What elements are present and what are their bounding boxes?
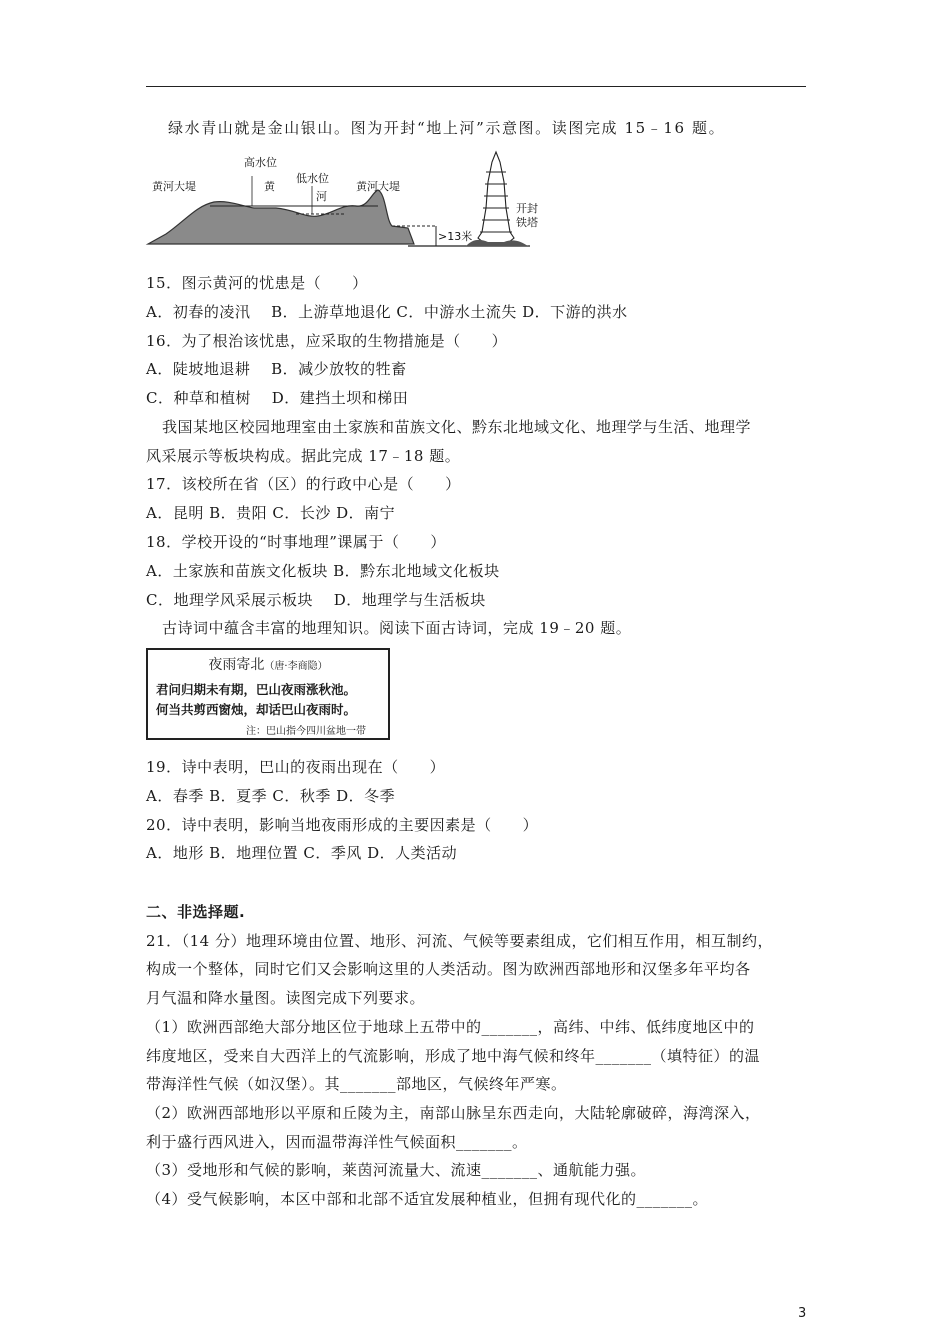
poem-line-1: 君问归期未有期，巴山夜雨涨秋池。 (156, 682, 357, 697)
label-left-levee: 黄河大堤 (152, 180, 196, 193)
label-high-water: 高水位 (244, 156, 277, 169)
question-15: 15．图示黄河的忧患是（ ） (146, 274, 368, 292)
question-17-options: A．昆明 B．贵阳 C．长沙 D．南宁 (146, 504, 396, 522)
poem-title: 夜雨寄北 (208, 657, 265, 673)
section-2-title: 二、非选择题. (146, 903, 246, 921)
riverbed-profile (148, 190, 414, 244)
poem-title-row (148, 654, 388, 674)
question-19: 19．诗中表明，巴山的夜雨出现在（ ） (146, 758, 446, 776)
question-21-line-3: 月气温和降水量图。读图完成下列要求。 (146, 989, 426, 1007)
label-tower-2: 铁塔 (516, 216, 538, 229)
intro-17-18-line-1: 我国某地区校园地理室由土家族和苗族文化、黔东北地域文化、地理学与生活、地理学 (162, 418, 752, 436)
label-height: >13米 (438, 230, 473, 243)
page-number: 3 (798, 1306, 807, 1321)
question-16: 16．为了根治该忧患，应采取的生物措施是（ ） (146, 332, 508, 350)
intro-19-20: 古诗词中蕴含丰富的地理知识。阅读下面古诗词，完成 19﹣20 题。 (162, 619, 632, 637)
poem-note: 注：巴山指今四川盆地一带 (246, 726, 366, 737)
question-21-1-line-2: 纬度地区，受来自大西洋上的气流影响，形成了地中海气候和终年_______（填特征）的温 (146, 1047, 761, 1065)
question-16-options-1: A．陡坡地退耕 B．减少放牧的牲畜 (146, 360, 407, 378)
label-low-water: 低水位 (296, 172, 329, 185)
question-18: 18．学校开设的“时事地理”课属于（ ） (146, 533, 446, 551)
iron-tower-icon (466, 152, 528, 246)
poem-author: （唐·李商隐） (264, 661, 328, 672)
question-18-options-1: A．土家族和苗族文化板块 B．黔东北地域文化板块 (146, 562, 500, 580)
question-16-options-2: C．种草和植树 D．建挡土坝和梯田 (146, 389, 409, 407)
kaifeng-above-ground-river-diagram (146, 148, 538, 254)
question-21-line-1: 21．（14 分）地理环境由位置、地形、河流、气候等要素组成，它们相互作用，相互制约， (146, 932, 773, 950)
intro-17-18-line-2: 风采展示等板块构成。据此完成 17﹣18 题。 (146, 447, 461, 465)
question-21-4: （4）受气候影响，本区中部和北部不适宜发展种植业，但拥有现代化的_______。 (146, 1190, 709, 1208)
label-tower-1: 开封 (516, 202, 538, 215)
question-15-options: A．初春的凌汛 B．上游草地退化 C．中游水土流失 D．下游的洪水 (146, 303, 628, 321)
question-20: 20．诗中表明，影响当地夜雨形成的主要因素是（ ） (146, 816, 539, 834)
question-20-options: A．地形 B．地理位置 C．季风 D．人类活动 (146, 844, 458, 862)
question-19-options: A．春季 B．夏季 C．秋季 D．冬季 (146, 787, 396, 805)
poem-box (146, 648, 390, 740)
question-21-2-line-2: 利于盛行西风进入，因而温带海洋性气候面积_______。 (146, 1133, 528, 1151)
question-21-1-line-3: 带海洋性气候（如汉堡）。其_______部地区，气候终年严寒。 (146, 1075, 567, 1093)
question-21-3: （3）受地形和气候的影响，莱茵河流量大、流速_______、通航能力强。 (146, 1161, 647, 1179)
header-rule (146, 86, 806, 87)
poem-line-2: 何当共剪西窗烛，却话巴山夜雨时。 (156, 702, 357, 717)
label-he: 河 (316, 190, 327, 203)
question-18-options-2: C．地理学风采展示板块 D．地理学与生活板块 (146, 591, 486, 609)
intro-15-16: 绿水青山就是金山银山。图为开封“地上河”示意图。读图完成 15﹣16 题。 (168, 119, 726, 137)
question-21-1-line-1: （1）欧洲西部绝大部分地区位于地球上五带中的_______，高纬、中纬、低纬度地区中的 (146, 1018, 755, 1036)
question-17: 17．该校所在省（区）的行政中心是（ ） (146, 475, 461, 493)
label-right-levee: 黄河大堤 (356, 180, 400, 193)
label-huang: 黄 (264, 180, 275, 193)
question-21-2-line-1: （2）欧洲西部地形以平原和丘陵为主，南部山脉呈东西走向，大陆轮廓破碎，海湾深入， (146, 1104, 761, 1122)
question-21-line-2: 构成一个整体，同时它们又会影响这里的人类活动。图为欧洲西部地形和汉堡多年平均各 (146, 960, 751, 978)
